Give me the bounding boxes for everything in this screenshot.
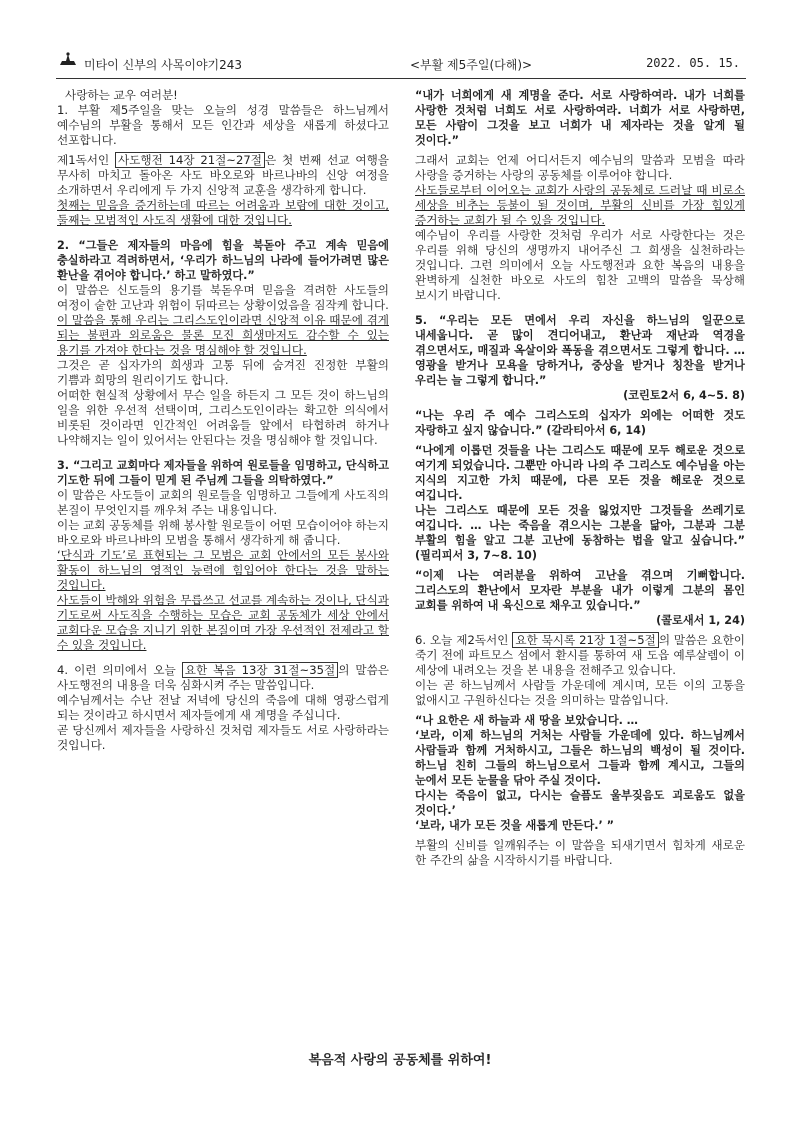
- p4-pre: 4. 이런 의미에서 오늘: [57, 663, 182, 677]
- quote-8: “이제 나는 여러분을 위하여 고난을 겪으며 기뻐합니다. 그리스도의 환난에서 모자란 부분을 내가 이렇게 그분의 몸인 교회를 위하여 내 육신으로 채우고 있습니다.”: [415, 569, 745, 612]
- quote-9: “나 요한은 새 하늘과 새 땅을 보았습니다. …: [415, 714, 638, 727]
- revelation-reference: 요한 묵시록 21장 1절~5절: [512, 632, 659, 648]
- reading1-post: 은 첫 번째 선교 여행을 무사히 마치고 돌아온 사도 바오로와 바르나바의 신앙 여정을 소개하면서 우리에게 두 가지 신앙적 교훈을 생각하게 합니다.: [57, 153, 389, 197]
- right-paragraph-1: 그래서 교회는 언제 어디서든지 예수님의 말씀과 모범을 따라 사랑을 증거하는 사랑의 공동체를 이루어야 합니다.: [415, 153, 745, 182]
- left-column: [57, 88, 389, 753]
- p6-post: 의 말씀은 요한이 죽기 전에 파트모스 섬에서 환시를 통하여 새 도읍 예루살렘이 이 세상에 내려오는 것을 본 내용을 전해주고 있습니다.: [415, 633, 745, 677]
- header-title: 미타이 신부의 사목이야기243: [84, 58, 243, 72]
- paragraph-3d: 사도들이 박해와 위험을 무릅쓰고 선교를 계속하는 것이나, 단식과 기도로써 사도직을 수행하는 모습은 교회 공동체가 세상 안에서 교회다운 모습을 지니기 위한 본질이며 가장 우선적인 전제라고 할 수 있을 것입니다.: [57, 593, 389, 652]
- quote-9d: ‘보라, 내가 모든 것을 새롭게 만든다.’ ”: [415, 819, 615, 832]
- quote-5-reference: (코린토2서 6, 4~5. 8): [623, 389, 745, 402]
- paragraph-4: [57, 663, 389, 693]
- gospel-reference: 요한 복음 13장 31절~35절: [182, 662, 338, 678]
- p4-post: 의 말씀은 사도행전의 내용을 더욱 심화시켜 주는 말씀입니다.: [57, 663, 390, 692]
- reading1-paragraph: [57, 153, 389, 198]
- paragraph-2d: 어떠한 현실적 상황에서 무슨 일을 하든지 그 모든 것이 하느님의 일을 위한 우선적 선택이며, 그리스도인이라는 확고한 의식에서 비롯된 것이라면 인간적인 어려움들 앞에서 타협하려 하거나 나약해지는 일이 있어서는 안된다는 것을 명심해야 할 것입니다.: [57, 388, 389, 447]
- quote-7b: 나는 그리스도 때문에 모든 것을 잃었지만 그것들을 쓰레기로 여깁니다. … 나는 죽음을 겪으시는 그분을 닮아, 그분과 그분 부활의 힘을 알고 그분 고난에 동참하는 법을 알고 싶습니다.” (필리피서 3, 7~8. 10): [415, 504, 745, 562]
- paragraph-3a: 이 말씀은 사도들이 교회의 원로들을 임명하고 그들에게 사도직의 본질이 무엇인지를 깨우쳐 주는 내용입니다.: [57, 488, 389, 517]
- right-paragraph-3: 예수님이 우리를 사랑한 것처럼 우리가 서로 사랑한다는 것은 우리를 위해 당신의 생명까지 내어주신 그 희생을 실천하라는 것입니다. 그런 의미에서 오늘 사도행전과 요한 복음의 내용을 완벽하게 실천한 바오로 사도의 힘찬 고백의 말씀을 묵상해 보시기 바랍니다.: [415, 228, 745, 302]
- greeting: 사랑하는 교우 여러분!: [65, 88, 178, 102]
- paragraph-4c: 곧 당신께서 제자들을 사랑하신 것처럼 제자들도 서로 사랑하라는 것입니다.: [57, 723, 389, 752]
- header-subtitle: <부활 제5주일(다해)>: [410, 58, 533, 72]
- reading1-pre: 제1독서인: [57, 153, 115, 167]
- quote-3: 3. “그리고 교회마다 제자들을 위하여 원로들을 임명하고, 단식하고 기도한 뒤에 그들이 믿게 된 주님께 그들을 의탁하였다.”: [57, 459, 389, 487]
- right-paragraph-2: 사도들로부터 이어오는 교회가 사랑의 공동체로 드러날 때 비로소 세상을 비추는 등불이 될 것이며, 부활의 신비를 가장 힘있게 증거하는 교회가 될 수 있을 것입니다.: [415, 183, 745, 227]
- paragraph-4b: 예수님께서는 수난 전날 저녁에 당신의 죽음에 대해 영광스럽게 되는 것이라고 하시면서 제자들에게 새 계명을 주십니다.: [57, 693, 389, 722]
- right-column: [415, 88, 745, 868]
- quote-new-commandment: “내가 너희에게 새 계명을 준다. 서로 사랑하여라. 내가 너희를 사랑한 것처럼 너희도 서로 사랑하여라. 너희가 서로 사랑하면, 모든 사람이 그것을 보고 너희가 내 제자라는 것을 알게 될 것이다.”: [415, 89, 745, 147]
- closing-paragraph: 부활의 신비를 일깨워주는 이 말씀을 되새기면서 힘차게 새로운 한 주간의 삶을 시작하시기를 바랍니다.: [415, 838, 745, 867]
- page-header: [56, 48, 746, 79]
- paragraph-2b: 이 말씀을 통해 우리는 그리스도인이라면 신앙적 이유 때문에 겪게 되는 불편과 외로움은 물론 모진 희생마저도 감수할 수 있는 용기를 가져야 한다는 것을 명심해야 할 것입니다.: [57, 313, 389, 357]
- quote-9c: 다시는 죽음이 없고, 다시는 슬픔도 울부짖음도 괴로움도 없을 것이다.’: [415, 789, 745, 817]
- reading1-underlined: 첫째는 믿음을 증거하는데 따르는 어려움과 보람에 대한 것이고, 둘째는 모범적인 사도직 생활에 대한 것입니다.: [57, 198, 389, 227]
- quote-8-reference: (콜로새서 1, 24): [656, 614, 745, 627]
- quote-5: 5. “우리는 모든 면에서 우리 자신을 하느님의 일꾼으로 내세웁니다. 곧 많이 견디어내고, 환난과 재난과 역경을 겪으면서도, 매질과 옥살이와 폭동을 겪으면서도 그렇게 합니다. … 영광을 받거나 모욕을 당하거나, 중상을 받거나 칭찬을 받거나 우리는 늘 그렇게 합니다.”: [415, 314, 745, 387]
- quote-2: 2. “그들은 제자들의 마음에 힘을 북돋아 주고 계속 믿음에 충실하라고 격려하면서, ‘우리가 하느님의 나라에 들어가려면 많은 환난을 겪어야 합니다.’ 하고 말하였다.”: [57, 239, 389, 282]
- paragraph-6: [415, 633, 745, 678]
- reading1-reference: 사도행전 14장 21절~27절: [115, 152, 265, 168]
- paragraph-3b: 이는 교회 공동체를 위해 봉사할 원로들이 어떤 모습이어야 하는지 바오로와 바르나바의 모범을 통해서 생각하게 해 줍니다.: [57, 518, 389, 547]
- p6-pre: 6. 오늘 제2독서인: [415, 633, 513, 647]
- paragraph-2a: 이 말씀은 신도들의 용기를 북돋우며 믿음을 격려한 사도들의 여정이 숱한 고난과 위험이 뒤따르는 상황이었음을 짐작케 합니다.: [57, 283, 389, 312]
- paragraph-6b: 이는 곧 하느님께서 사람들 가운데에 계시며, 모든 이의 고통을 없애시고 구원하신다는 것을 의미하는 말씀입니다.: [415, 678, 745, 707]
- quote-9b: ‘보라, 이제 하느님의 거처는 사람들 가운데에 있다. 하느님께서 사람들과 함께 거처하시고, 그들은 하느님의 백성이 될 것이다. 하느님 친히 그들의 하느님으로서 그들과 함께 계시고, 그들의 눈에서 모든 눈물을 닦아 주실 것이다.: [415, 729, 745, 787]
- quote-6: “나는 우리 주 예수 그리스도의 십자가 외에는 어떠한 것도 자랑하고 싶지 않습니다.” (갈라티아서 6, 14): [415, 409, 745, 437]
- paragraph-1: 1. 부활 제5주일을 맞는 오늘의 성경 말씀들은 하느님께서 예수님의 부활을 통해서 모든 인간과 세상을 새롭게 하셨다고 선포합니다.: [57, 103, 389, 147]
- header-date: 2022. 05. 15.: [646, 56, 740, 70]
- footer-slogan: 복음적 사랑의 공동체를 위하여!: [308, 1053, 492, 1068]
- quote-7: “나에게 이롭던 것들을 나는 그리스도 때문에 모두 해로운 것으로 여기게 되었습니다. 그뿐만 아니라 나의 주 그리스도 예수님을 아는 지식의 지고한 가치 때문에, 다른 모든 것을 해로운 것으로 여깁니다.: [415, 444, 745, 502]
- priest-logo-icon: [58, 51, 78, 67]
- paragraph-3c: ‘단식과 기도’로 표현되는 그 모범은 교회 안에서의 모든 봉사와 활동이 하느님의 영적인 능력에 힘입어야 한다는 것을 말하는 것입니다.: [57, 548, 389, 592]
- paragraph-2c: 그것은 곧 십자가의 희생과 고통 뒤에 숨겨진 진정한 부활의 기쁨과 희망의 원리이기도 합니다.: [57, 358, 389, 387]
